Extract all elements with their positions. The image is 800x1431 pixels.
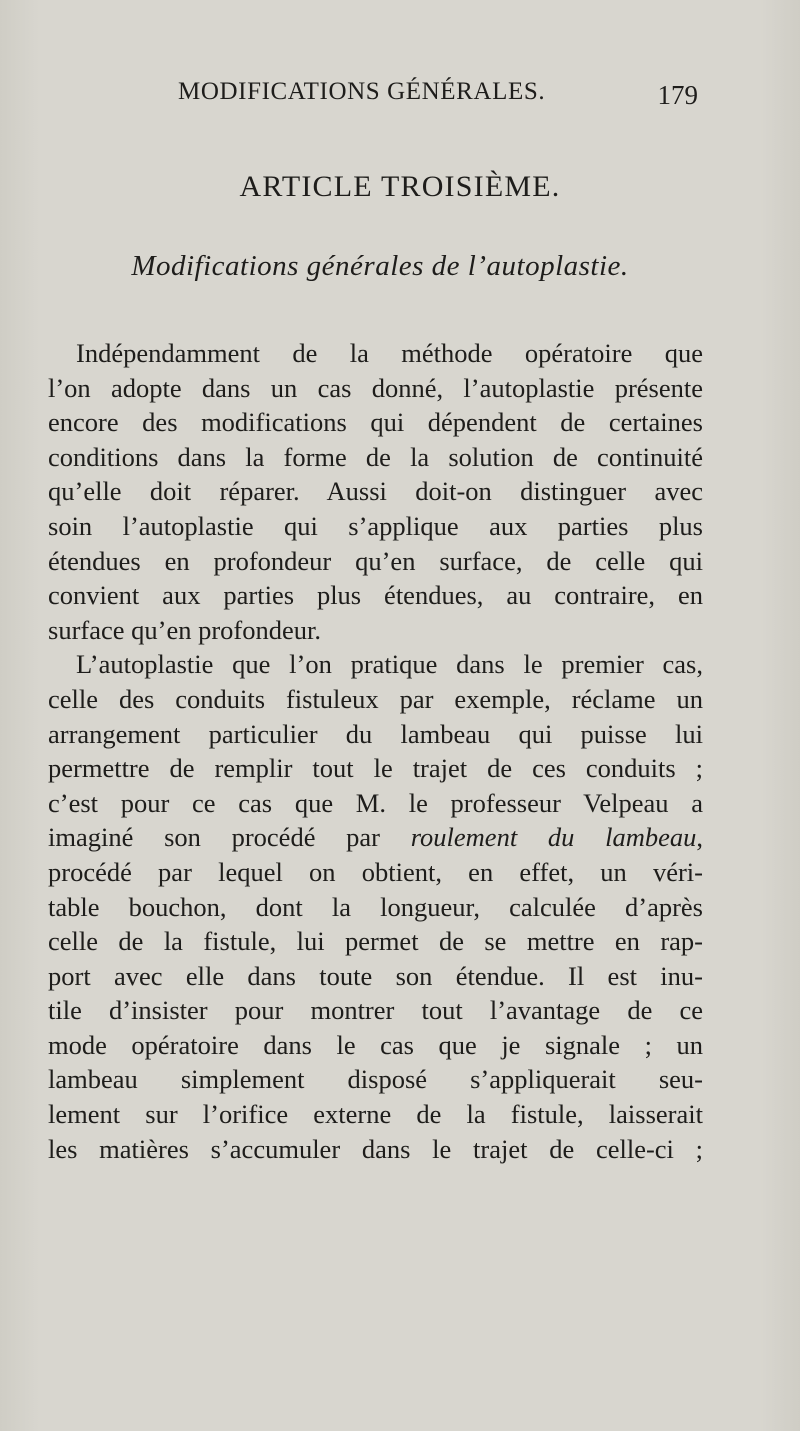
text-line: port avec elle dans toute son étendue. Il est inu-	[48, 960, 703, 991]
text-line: conditions dans la forme de la solution de continuité	[48, 441, 703, 472]
running-title: MODIFICATIONS GÉNÉRALES.	[178, 78, 546, 105]
text-line: étendues en profondeur qu’en surface, de celle qui	[48, 545, 703, 576]
text-line: convient aux parties plus étendues, au contraire, en	[48, 580, 703, 611]
page-number: 179	[657, 80, 698, 110]
text-line: l’on adopte dans un cas donné, l’autoplastie présente	[48, 372, 703, 403]
text-line: encore des modifications qui dépendent de certaines	[48, 407, 703, 438]
text-line: mode opératoire dans le cas que je signale ; un	[48, 1029, 703, 1060]
text-line-post: ,	[696, 822, 703, 853]
text-line: soin l’autoplastie qui s’applique aux parties plus	[48, 510, 703, 541]
text-line: arrangement particulier du lambeau qui puisse lui	[48, 718, 703, 749]
text-line-pre: imaginé son procédé par	[48, 822, 411, 853]
article-title: ARTICLE TROISIÈME.	[239, 170, 561, 203]
text-line: lambeau simplement disposé s’appliquerait seu-	[48, 1064, 703, 1095]
text-line: celle de la fistule, lui permet de se mettre en rap-	[48, 926, 703, 957]
text-line: les matières s’accumuler dans le trajet de celle-ci ;	[48, 1133, 703, 1164]
text-line: surface qu’en profondeur.	[48, 614, 321, 645]
text-line: L’autoplastie que l’on pratique dans le premier cas,	[76, 649, 703, 680]
text-line: procédé par lequel on obtient, en effet, un véri-	[48, 856, 703, 887]
text-line: Indépendamment de la méthode opératoire que	[76, 338, 703, 368]
body-text	[48, 336, 703, 1166]
article-subtitle: Modifications générales de l’autoplastie.	[131, 250, 629, 282]
text-line: permettre de remplir tout le trajet de ces conduits ;	[48, 753, 703, 784]
text-line: table bouchon, dont la longueur, calculée d’après	[48, 891, 703, 922]
text-line: qu’elle doit réparer. Aussi doit-on distinguer avec	[48, 476, 703, 507]
text-line: lement sur l’orifice externe de la fistule, laisserait	[48, 1099, 703, 1130]
text-line: celle des conduits fistuleux par exemple, réclame un	[48, 683, 703, 714]
running-head	[48, 78, 708, 118]
text-line: tile d’insister pour montrer tout l’avantage de ce	[48, 995, 703, 1026]
text-line	[48, 820, 703, 855]
text-line: c’est pour ce cas que M. le professeur Velpeau a	[48, 787, 703, 818]
text-line-italic: roulement du lambeau	[410, 822, 697, 853]
